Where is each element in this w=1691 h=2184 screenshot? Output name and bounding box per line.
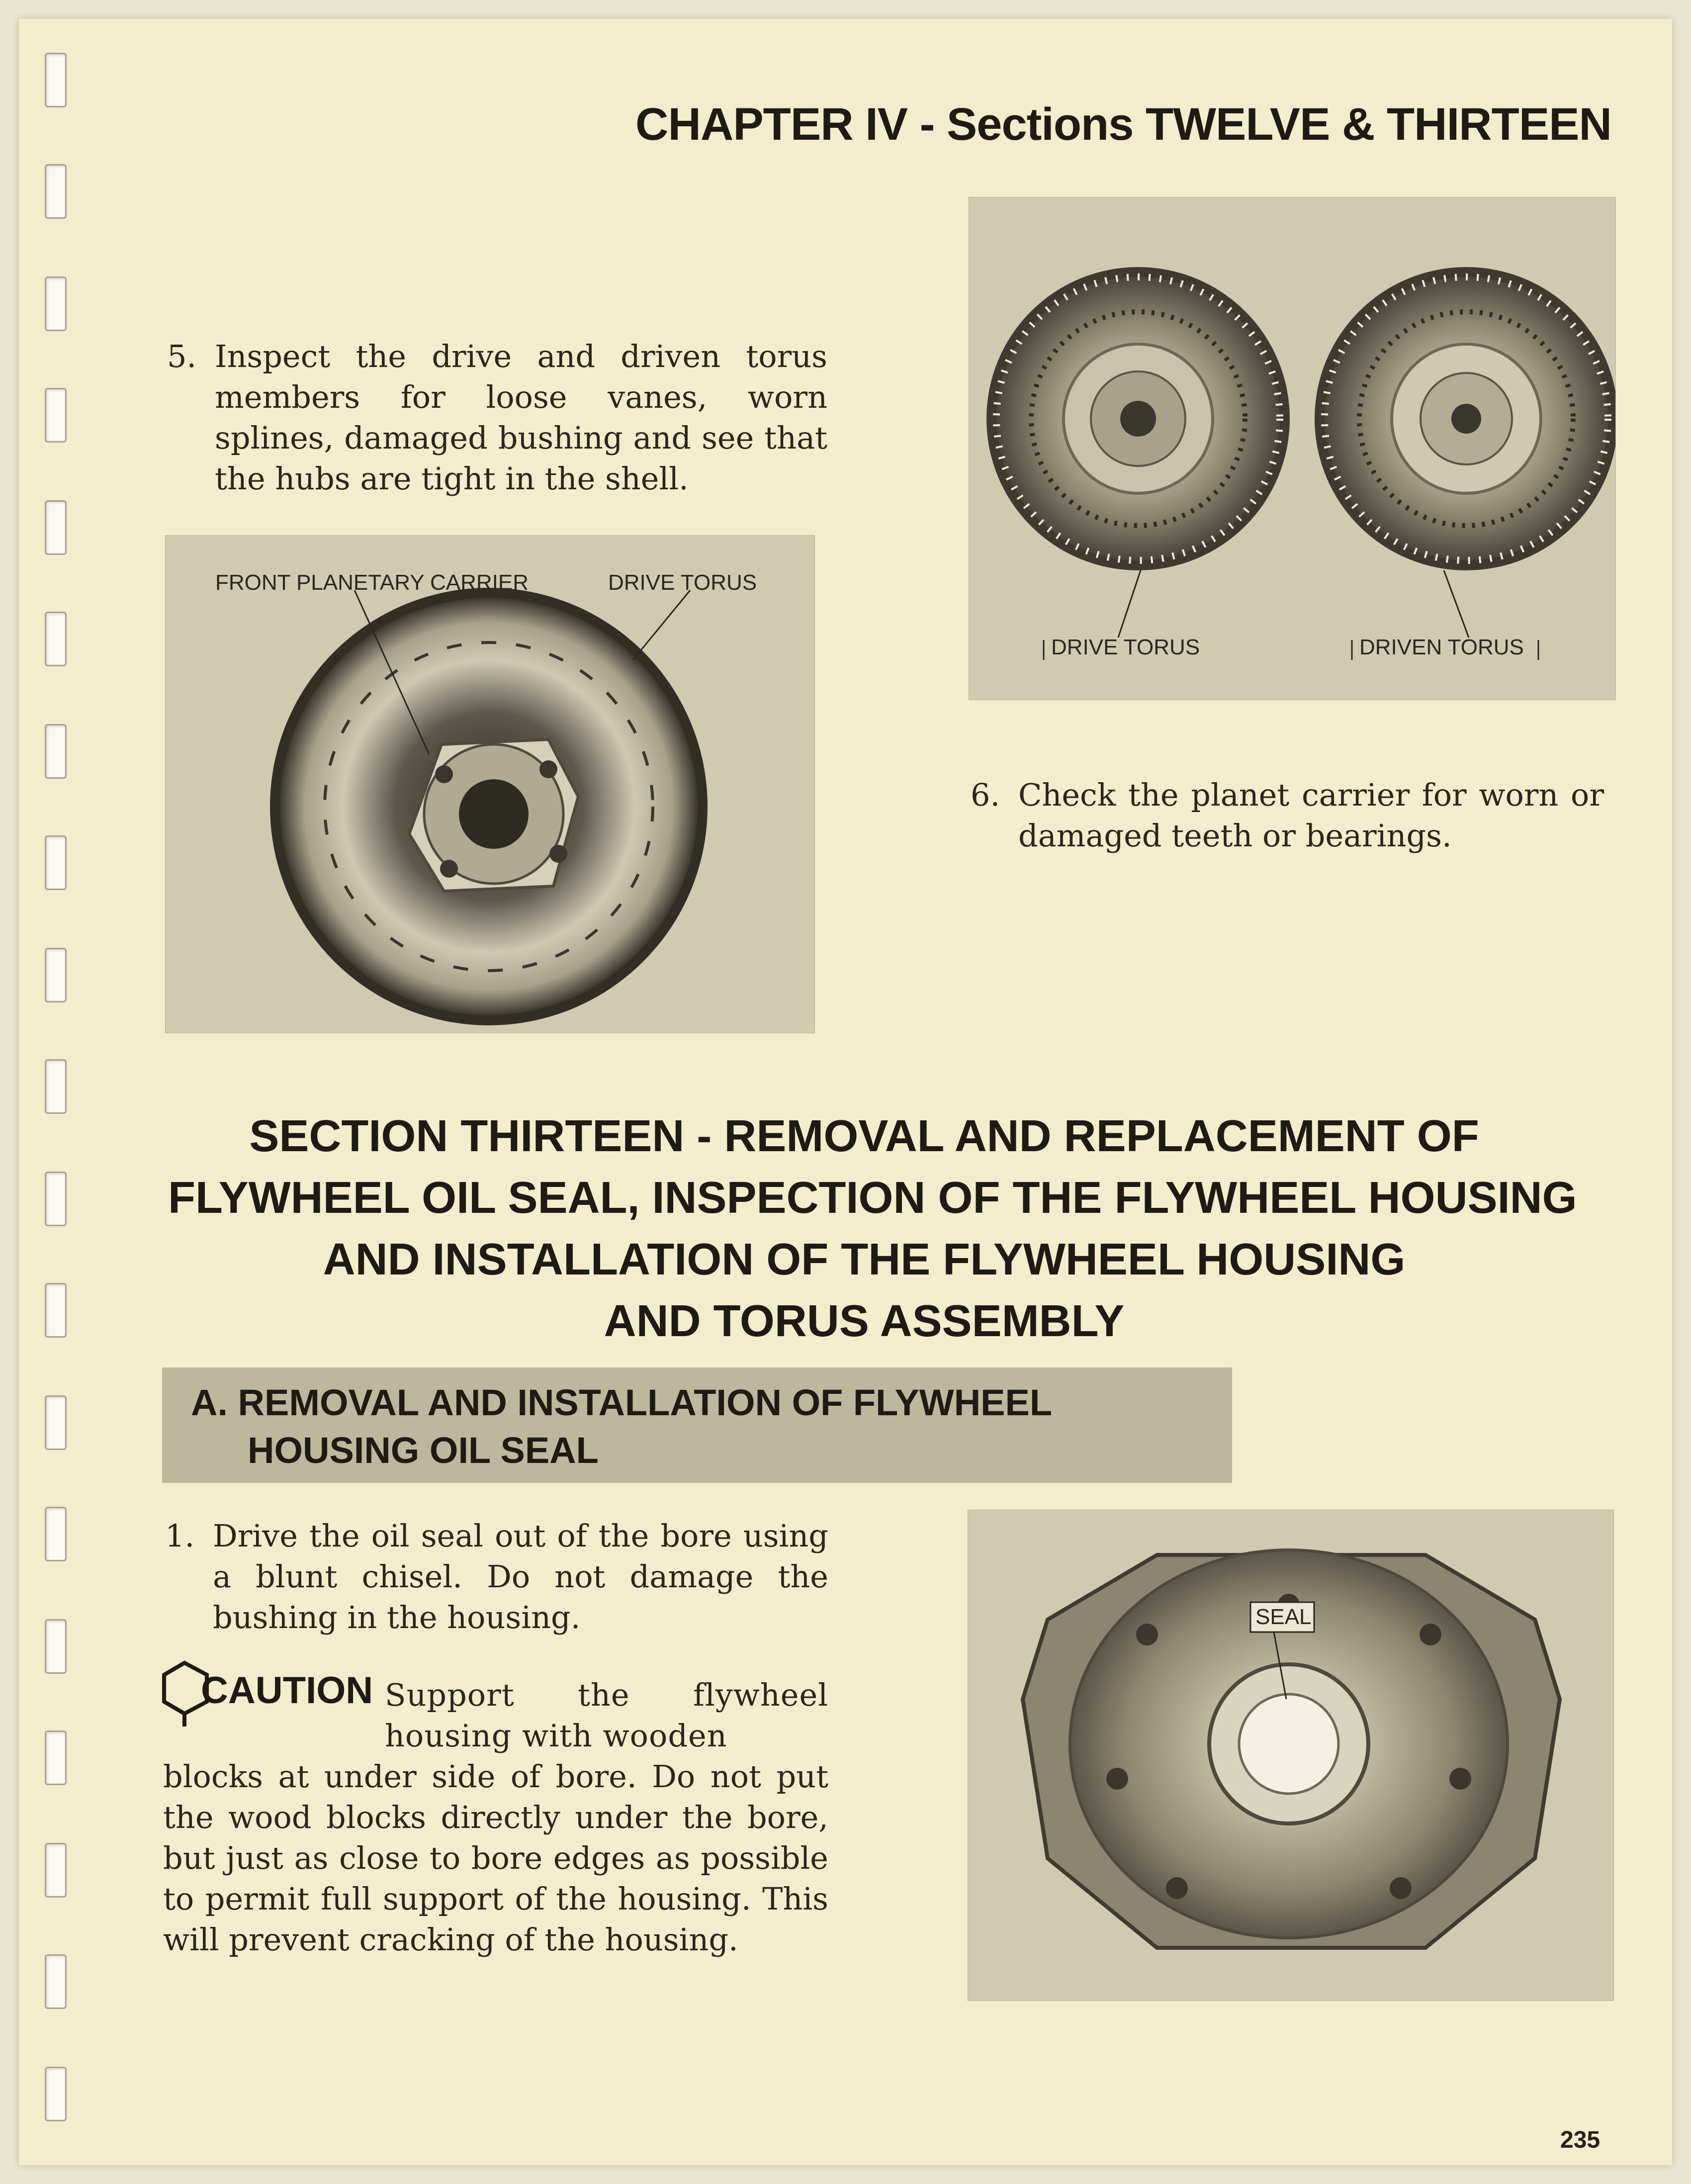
caution-label: CAUTION xyxy=(201,1669,373,1712)
binding-hole xyxy=(45,276,67,331)
binding-hole xyxy=(45,1619,67,1674)
section-title-line: AND INSTALLATION OF THE FLYWHEEL HOUSING xyxy=(323,1235,1406,1284)
binding-hole xyxy=(45,53,67,107)
front-carrier-photo xyxy=(165,535,815,1033)
binding-hole xyxy=(45,164,67,219)
binding-hole xyxy=(45,1395,67,1450)
binding-hole xyxy=(45,388,67,443)
driven-torus-image xyxy=(1315,267,1615,570)
binding-hole xyxy=(45,1954,67,2009)
subsection-header-line: A. REMOVAL AND INSTALLATION OF FLYWHEEL xyxy=(191,1382,1053,1423)
step-number: 5. xyxy=(167,338,197,374)
binding-hole xyxy=(45,2067,67,2121)
step-number: 1. xyxy=(165,1518,195,1554)
page-number: 235 xyxy=(1560,2127,1601,2153)
step-number: 6. xyxy=(971,777,1000,813)
chapter-header: CHAPTER IV - Sections TWELVE & THIRTEEN xyxy=(635,99,1611,150)
step-1 xyxy=(165,1516,828,1638)
binding-hole xyxy=(45,835,67,890)
section-title xyxy=(168,1105,1577,1352)
binding-hole xyxy=(45,724,67,779)
step-text: Inspect the drive and driven torus members for loose vanes, worn splines, damaged bushing and see that the hubs are tight in the shell. xyxy=(215,338,827,497)
drive-torus-image xyxy=(986,267,1290,570)
caution-text-first: Support the flywheel housing with wooden xyxy=(385,1677,828,1754)
step-text: Drive the oil seal out of the bore using a blunt chisel. Do not damage the bushing in the housing. xyxy=(213,1518,828,1636)
subsection-header xyxy=(162,1367,1232,1483)
binding-hole xyxy=(45,1843,67,1898)
drive-torus-label: DRIVE TORUS xyxy=(608,570,757,595)
leader-line xyxy=(1444,570,1469,637)
drive-torus-label: DRIVE TORUS xyxy=(1051,635,1200,659)
front-planetary-carrier-label: FRONT PLANETARY CARRIER xyxy=(215,570,529,595)
binding-hole xyxy=(45,612,67,666)
leader-line xyxy=(1118,570,1141,637)
step-5 xyxy=(167,336,827,499)
binding-hole xyxy=(45,1730,67,1785)
leader-line xyxy=(633,590,690,660)
planetary-carrier-image xyxy=(409,739,578,891)
driven-torus-label: DRIVEN TORUS xyxy=(1359,635,1524,659)
step-6 xyxy=(971,775,1604,856)
section-title-line: AND TORUS ASSEMBLY xyxy=(604,1296,1125,1346)
step-text: Check the planet carrier for worn or damaged teeth or bearings. xyxy=(1018,777,1604,854)
subsection-header-line: HOUSING OIL SEAL xyxy=(248,1430,599,1471)
binding-hole xyxy=(45,948,67,1002)
binding-hole xyxy=(45,1059,67,1114)
binding-hole xyxy=(45,1507,67,1561)
section-title-line: FLYWHEEL OIL SEAL, INSPECTION OF THE FLYWHEEL HOUSING xyxy=(168,1173,1577,1223)
binding-hole xyxy=(45,500,67,555)
caution-text-rest: blocks at under side of bore. Do not put the wood blocks directly under the bore, but just as close to bore edges as possible to permit full support of the housing. This will prevent cracking of the housing. xyxy=(163,1758,828,1958)
binding-hole xyxy=(45,1283,67,1338)
section-title-line: SECTION THIRTEEN - REMOVAL AND REPLACEMENT OF xyxy=(249,1111,1479,1161)
torus-pair-photo xyxy=(969,197,1616,700)
flywheel-housing-photo xyxy=(968,1510,1614,2001)
manual-page xyxy=(19,19,1672,2165)
seal-label: SEAL xyxy=(1255,1605,1312,1629)
binding-hole xyxy=(45,1172,67,1226)
